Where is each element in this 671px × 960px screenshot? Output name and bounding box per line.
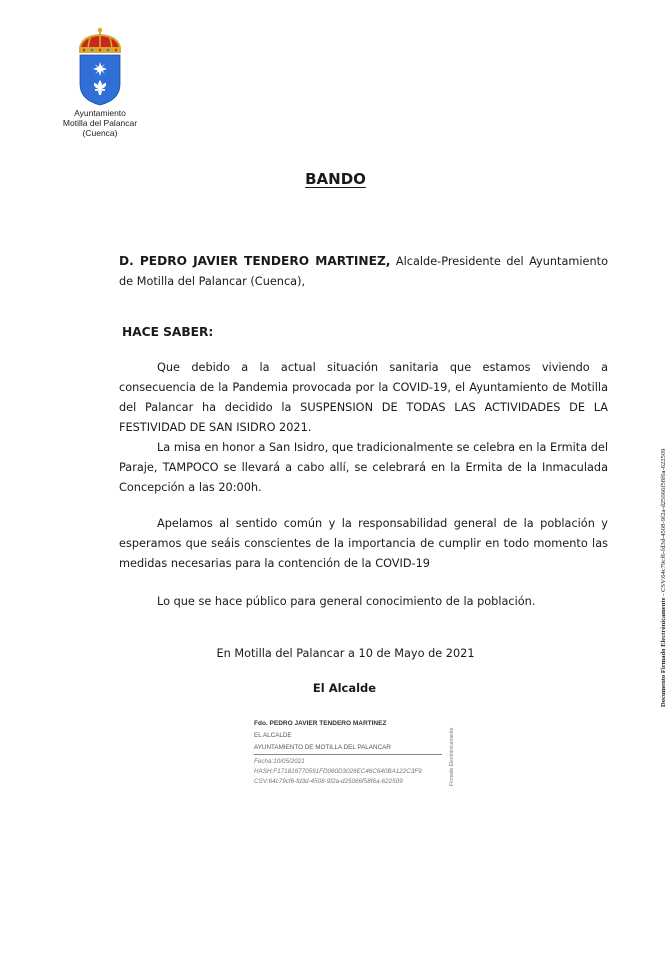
document-title: BANDO <box>305 170 366 188</box>
logo-text-line: Motilla del Palancar <box>62 118 138 128</box>
logo-text-line: Ayuntamiento <box>74 108 126 118</box>
signature-side-label: Firmado Electrónicamente <box>449 727 455 786</box>
logo-text-line: (Cuenca) <box>82 128 118 138</box>
margin-verification-note <box>660 449 667 707</box>
signature-csv: CSV:64c79cf6-fd3d-4508-9f2a-d25066f58f6a-622509 <box>254 778 403 785</box>
signature-divider <box>254 754 442 755</box>
signer-title: El Alcalde <box>312 681 377 695</box>
paragraph-mass: La misa en honor a San Isidro, que tradicionalmente se celebra en la Ermita del Paraje, TAMPOCO se llevará a cabo allí, se celebrará en la Ermita de la Inmaculada Concepción a las 20:00h. <box>119 441 608 494</box>
signature-date: Fecha:10/05/2021 <box>254 758 305 765</box>
signature-organization: AYUNTAMIENTO DE MOTILLA DEL PALANCAR <box>254 744 391 751</box>
margin-csv: - CSV:64c79cf6-fd3d-4508-9f2a-d25066f58f6a-622509 <box>660 448 667 598</box>
municipal-logo <box>50 26 150 138</box>
margin-label: Documento Firmado Electrónicamente <box>660 597 667 707</box>
hace-saber-heading: HACE SABER: <box>122 325 214 339</box>
signature-hash: HASH:F171816770591FD060D3026EC46C640BA122C3F9 <box>254 768 422 775</box>
signature-role: EL ALCALDE <box>254 732 292 739</box>
electronic-signature-block <box>254 718 444 787</box>
signature-name: Fdo. PEDRO JAVIER TENDERO MARTINEZ <box>254 720 387 727</box>
mayor-name: D. PEDRO JAVIER TENDERO MARTINEZ, <box>119 254 391 268</box>
paragraph-appeal: Apelamos al sentido común y la responsabilidad general de la población y esperamos que seáis conscientes de la importancia de cumplir en todo momento las medidas necesarias para la contención de la COVID-19 <box>119 517 608 570</box>
paragraph-closing: Lo que se hace público para general conocimiento de la población. <box>157 595 536 608</box>
mayor-role: Alcalde-Presidente del Ayuntamiento de Motilla del Palancar (Cuenca), <box>119 255 608 288</box>
intro-paragraph <box>119 251 608 292</box>
place-and-date: En Motilla del Palancar a 10 de Mayo de 2021 <box>216 647 475 660</box>
coat-of-arms-icon <box>72 26 128 106</box>
paragraph-suspension: Que debido a la actual situación sanitaria que estamos viviendo a consecuencia de la Pandemia provocada por la COVID-19, el Ayuntamiento de Motilla del Palancar ha decidido la SUSPENSION DE TODAS LAS ACTIVIDADES DE LA FESTIVIDAD DE SAN ISIDRO 2021. <box>119 361 608 434</box>
